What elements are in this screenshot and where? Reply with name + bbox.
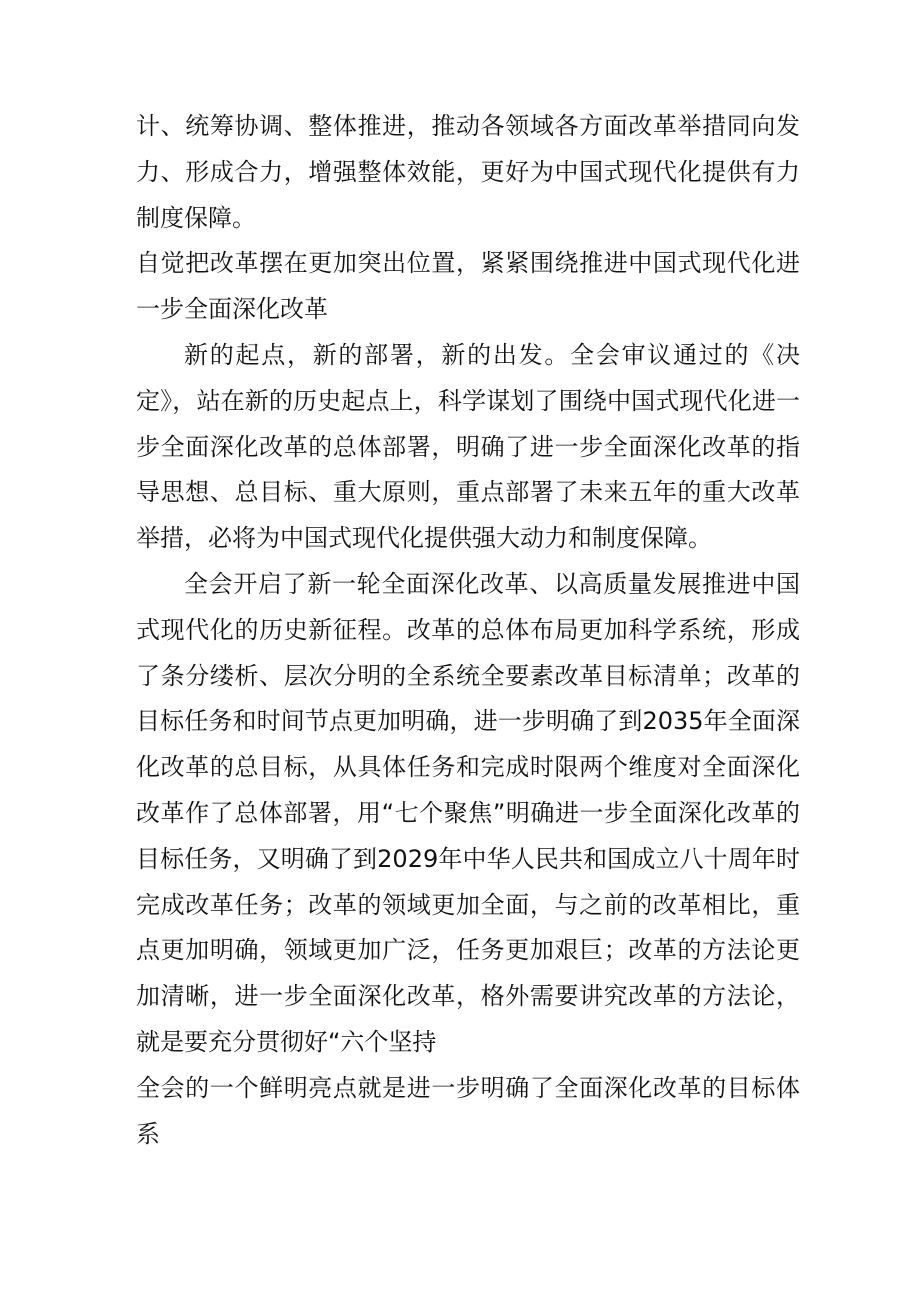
paragraph-1: 计、统筹协调、整体推进，推动各领域各方面改革举措同向发力、形成合力，增强整体效能，更好为中国式现代化提供有力制度保障。 <box>136 112 800 232</box>
document-body <box>136 104 800 1157</box>
paragraph-3: 全会开启了新一轮全面深化改革、以高质量发展推进中国式现代化的历史新征程。改革的总体布局更加科学系统，形成了条分缕析、层次分明的全系统全要素改革目标清单；改革的目标任务和时间节点更加明确，进一步明确了到2035年全面深化改革的总目标，从具体任务和完成时限两个维度对全面深化改革作了总体部署，用“七个聚焦”明确进一步全面深化改革的目标任务，又明确了到2029年中华人民共和国成立八十周年时完成改革任务；改革的领域更加全面，与之前的改革相比，重点更加明确，领域更加广泛，任务更加艰巨；改革的方法论更加清晰，进一步全面深化改革，格外需要讲究改革的方法论，就是要充分贯彻好“六个坚持 <box>136 569 800 1056</box>
paragraph-2: 新的起点，新的部署，新的出发。全会审议通过的《决定》，站在新的历史起点上，科学谋划了围绕中国式现代化进一步全面深化改革的总体部署，明确了进一步全面深化改革的指导思想、总目标、重大原则，重点部署了未来五年的重大改革举措，必将为中国式现代化提供强大动力和制度保障。 <box>136 340 800 553</box>
paragraph-4: 全会的一个鲜明亮点就是进一步明确了全面深化改革的目标体系 <box>136 1073 800 1148</box>
section-heading: 自觉把改革摆在更加突出位置，紧紧围绕推进中国式现代化进一步全面深化改革 <box>136 249 800 324</box>
